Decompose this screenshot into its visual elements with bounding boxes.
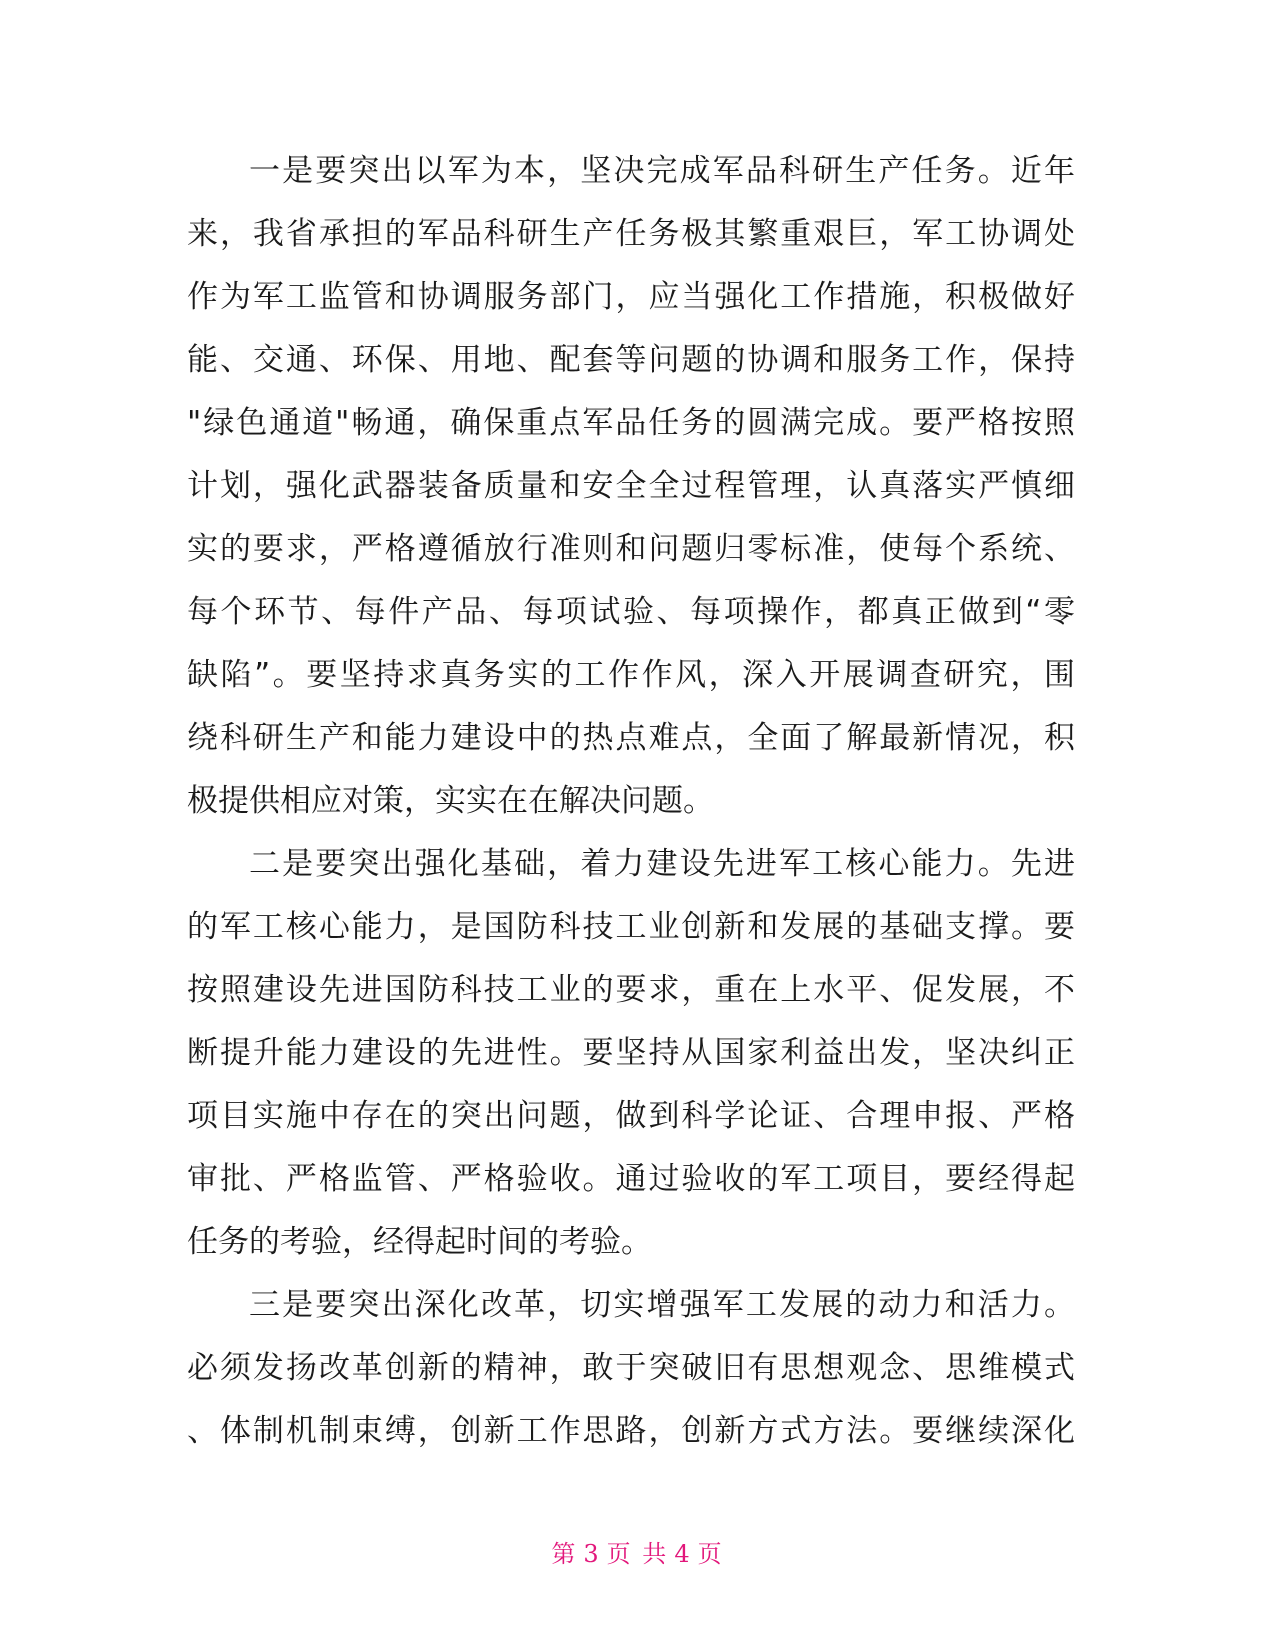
text-line: "绿色通道"畅通，确保重点军品任务的圆满完成。要严格按照 <box>187 405 1075 441</box>
footer-middle: 页 共 <box>606 1540 669 1568</box>
text-line: 极提供相应对策，实实在在解决问题。 <box>187 783 714 819</box>
text-line: 三是要突出深化改革，切实增强军工发展的动力和活力。 <box>249 1287 1075 1323</box>
text-line: 缺陷”。要坚持求真务实的工作作风，深入开展调查研究，围 <box>187 657 1075 693</box>
text-line: 的军工核心能力，是国防科技工业创新和发展的基础支撑。要 <box>187 909 1075 945</box>
paragraph <box>187 140 1075 833</box>
text-line: 任务的考验，经得起时间的考验。 <box>187 1224 652 1260</box>
footer-suffix: 页 <box>697 1540 724 1568</box>
text-line: 计划，强化武器装备质量和安全全过程管理，认真落实严慎细 <box>187 468 1075 504</box>
paragraph <box>187 1274 1075 1463</box>
document-body <box>187 140 1075 1463</box>
text-line: 每个环节、每件产品、每项试验、每项操作，都真正做到“零 <box>187 594 1075 630</box>
text-line: 作为军工监管和协调服务部门，应当强化工作措施，积极做好 <box>187 279 1075 315</box>
text-line: 审批、严格监管、严格验收。通过验收的军工项目，要经得起 <box>187 1161 1075 1197</box>
text-line: 能、交通、环保、用地、配套等问题的协调和服务工作，保持 <box>187 342 1075 378</box>
text-line: 一是要突出以军为本，坚决完成军品科研生产任务。近年 <box>249 153 1075 189</box>
footer-current-page: 3 <box>583 1540 601 1568</box>
text-line: 来，我省承担的军品科研生产任务极其繁重艰巨，军工协调处 <box>187 216 1075 252</box>
footer-prefix: 第 <box>551 1540 578 1568</box>
text-line: 项目实施中存在的突出问题，做到科学论证、合理申报、严格 <box>187 1098 1075 1134</box>
footer-total-pages: 4 <box>674 1540 692 1568</box>
paragraph <box>187 833 1075 1274</box>
text-line: 、体制机制束缚，创新工作思路，创新方式方法。要继续深化 <box>187 1413 1075 1449</box>
text-line: 绕科研生产和能力建设中的热点难点，全面了解最新情况，积 <box>187 720 1075 756</box>
page-footer <box>0 1534 1275 1569</box>
text-line: 必须发扬改革创新的精神，敢于突破旧有思想观念、思维模式 <box>187 1350 1075 1386</box>
text-line: 按照建设先进国防科技工业的要求，重在上水平、促发展，不 <box>187 972 1075 1008</box>
text-line: 实的要求，严格遵循放行准则和问题归零标准，使每个系统、 <box>187 531 1075 567</box>
text-line: 断提升能力建设的先进性。要坚持从国家利益出发，坚决纠正 <box>187 1035 1075 1071</box>
text-line: 二是要突出强化基础，着力建设先进军工核心能力。先进 <box>249 846 1075 882</box>
